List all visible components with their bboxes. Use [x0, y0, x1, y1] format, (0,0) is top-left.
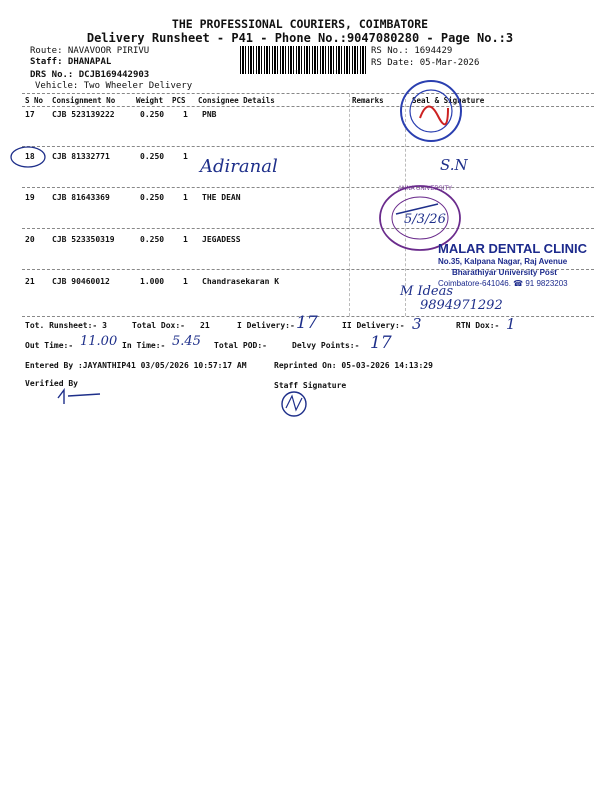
table-row-pcs: 1 — [183, 110, 188, 119]
rs-date: RS Date: 05-Mar-2026 — [371, 58, 480, 68]
table-row-weight: 1.000 — [140, 277, 165, 286]
table-row-sno: 17 — [25, 110, 35, 119]
rtn-dox-value: 1 — [506, 315, 516, 333]
table-row-consignment: CJB 81643369 — [52, 193, 110, 202]
col-consignment: Consignment No — [52, 96, 116, 105]
col-weight: Weight — [136, 96, 164, 105]
col-pcs: PCS — [172, 96, 186, 105]
out-time-label: Out Time:- — [25, 341, 74, 350]
in-time-label: In Time:- — [122, 341, 166, 350]
table-row-sno: 19 — [25, 193, 35, 202]
i-delivery-value: 17 — [296, 313, 318, 333]
barcode-image — [240, 46, 366, 74]
table-row-sno: 18 — [25, 152, 35, 161]
row18-handwritten-initials: S.N — [440, 156, 468, 174]
table-row-sno: 20 — [25, 235, 35, 244]
verified-by-label: Verified By — [25, 379, 78, 388]
round-seal-stamp — [398, 78, 464, 144]
table-row-pcs: 1 — [183, 152, 188, 161]
table-header-rule — [22, 106, 594, 107]
table-row-consignment: CJB 90460012 — [52, 277, 110, 286]
table-row-consignee: JEGADESS — [202, 235, 241, 244]
row21-handwritten-note: M Ideas — [400, 284, 454, 299]
vehicle-text: Vehicle: Two Wheeler Delivery — [35, 81, 193, 91]
table-row-weight: 0.250 — [140, 193, 165, 202]
table-row-consignment: CJB 523139222 — [52, 110, 115, 119]
entered-by: Entered By :JAYANTHIP41 03/05/2026 10:57:17 AM — [25, 361, 247, 370]
runsheet-subtitle: Delivery Runsheet - P41 - Phone No.:9047080280 - Page No.:3 — [86, 31, 514, 45]
col-sno: S No — [25, 96, 44, 105]
rs-number: RS No.: 1694429 — [371, 46, 453, 56]
staff-signature-label: Staff Signature — [274, 381, 347, 390]
out-time-value: 11.00 — [80, 334, 118, 349]
tot-runsheet: Tot. Runsheet:- 3 — [25, 321, 107, 330]
anna-seal-text: ANNA UNIVERSITY — [398, 186, 453, 192]
reprinted-on: Reprinted On: 05-03-2026 14:13:29 — [274, 361, 433, 370]
col-seal-signature: Seal & Signature — [412, 96, 485, 105]
col-remarks: Remarks — [352, 96, 384, 105]
delvy-points-label: Delvy Points:- — [292, 341, 360, 350]
clinic-stamp-line3: Coimbatore-641046. ☎ 91 9823203 — [438, 279, 568, 288]
table-row-consignee: PNB — [202, 110, 217, 119]
ii-delivery-label: II Delivery:- — [342, 321, 405, 330]
table-row-consignment: CJB 81332771 — [52, 152, 110, 161]
table-row-pcs: 1 — [183, 193, 188, 202]
table-row-consignee: THE DEAN — [202, 193, 241, 202]
ii-delivery-value: 3 — [412, 315, 422, 333]
total-dox-label: Total Dox:- — [132, 321, 185, 330]
total-dox-value: 21 — [200, 321, 210, 330]
table-row-weight: 0.250 — [140, 235, 165, 244]
table-row-pcs: 1 — [183, 235, 188, 244]
drs-number: DRS No.: DCJB169442903 — [30, 70, 150, 80]
company-title: THE PROFESSIONAL COURIERS, COIMBATORE — [171, 17, 429, 31]
route-text: Route: NAVAVOOR PIRIVU — [30, 46, 150, 56]
in-time-value: 5.45 — [172, 334, 201, 349]
col-consignee: Consignee Details — [198, 96, 275, 105]
circled-row-mark — [8, 144, 48, 170]
delvy-points-value: 17 — [370, 333, 392, 353]
row21-handwritten-phone: 9894971292 — [420, 298, 503, 313]
table-row-weight: 0.250 — [140, 110, 165, 119]
i-delivery-label: I Delivery:- — [237, 321, 295, 330]
table-row-consignment: CJB 523350319 — [52, 235, 115, 244]
total-pod-label: Total POD:- — [214, 341, 267, 350]
table-row-consignee: Chandrasekaran K — [202, 277, 280, 286]
table-row-pcs: 1 — [183, 277, 188, 286]
row18-handwritten-signature: Adiranal — [200, 156, 278, 177]
row-divider — [22, 146, 594, 147]
verified-signature-scribble — [54, 386, 104, 408]
anna-seal-date: 5/3/26 — [404, 212, 446, 227]
clinic-stamp-line1: No.35, Kalpana Nagar, Raj Avenue — [438, 257, 568, 266]
clinic-stamp-line2: Bharathiyar University Post — [452, 268, 557, 277]
clinic-stamp-name: MALAR DENTAL CLINIC — [438, 241, 588, 256]
table-top-rule — [22, 93, 594, 94]
row-divider — [22, 187, 594, 188]
staff-text: Staff: DHANAPAL — [30, 57, 112, 67]
table-row-weight: 0.250 — [140, 152, 165, 161]
table-row-sno: 21 — [25, 277, 35, 286]
remarks-divider — [349, 94, 350, 316]
rtn-dox-label: RTN Dox:- — [456, 321, 500, 330]
staff-signature-scribble — [278, 388, 314, 418]
row-divider — [22, 228, 594, 229]
